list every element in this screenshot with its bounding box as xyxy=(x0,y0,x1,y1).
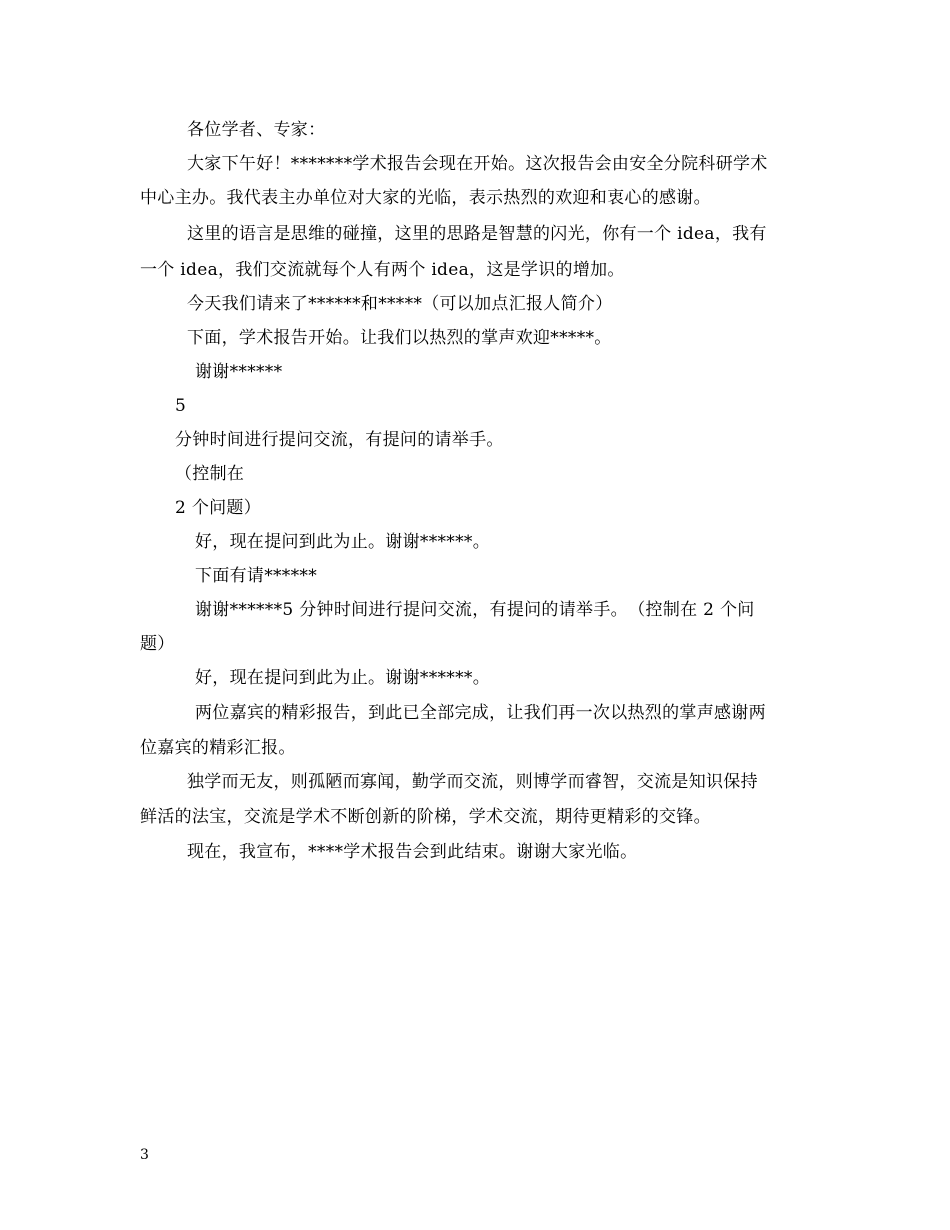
text-line: 5 xyxy=(175,396,187,416)
text-line: 下面，学术报告开始。让我们以热烈的掌声欢迎*****。 xyxy=(187,328,612,348)
text-line: 两位嘉宾的精彩报告，到此已全部完成，让我们再一次以热烈的掌声感谢两 xyxy=(195,703,766,723)
text-line: 谢谢****** xyxy=(195,362,283,382)
text-line: 好，现在提问到此为止。谢谢******。 xyxy=(195,532,490,552)
text-line: 中心主办。我代表主办单位对大家的光临，表示热烈的欢迎和衷心的感谢。 xyxy=(140,188,711,208)
text-line: （控制在 xyxy=(175,464,245,484)
text-line: 题） xyxy=(140,634,175,654)
text-line: 分钟时间进行提问交流，有提问的请举手。 xyxy=(175,430,504,450)
text-line: 现在，我宣布，****学术报告会到此结束。谢谢大家光临。 xyxy=(187,842,638,862)
text-line: 大家下午好！*******学术报告会现在开始。这次报告会由安全分院科研学术 xyxy=(187,154,768,174)
text-line: 位嘉宾的精彩汇报。 xyxy=(140,738,296,758)
text-line: 独学而无友，则孤陋而寡闻，勤学而交流，则博学而睿智，交流是知识保持 xyxy=(187,772,758,792)
text-line: 下面有请****** xyxy=(195,566,317,586)
page-number: 3 xyxy=(140,1147,149,1163)
text-line: 2 个问题） xyxy=(175,498,262,518)
text-line: 各位学者、专家： xyxy=(187,120,326,140)
text-line: 一个 idea，我们交流就每个人有两个 idea，这是学识的增加。 xyxy=(140,260,625,280)
text-line: 谢谢******5 分钟时间进行提问交流，有提问的请举手。 （控制在 2 个问 xyxy=(195,600,755,620)
text-line: 今天我们请来了******和*****（可以加点汇报人简介） xyxy=(187,294,613,314)
text-line: 鲜活的法宝，交流是学术不断创新的阶梯，学术交流，期待更精彩的交锋。 xyxy=(140,807,711,827)
text-line: 这里的语言是思维的碰撞，这里的思路是智慧的闪光，你有一个 idea，我有 xyxy=(187,224,767,244)
text-line: 好，现在提问到此为止。谢谢******。 xyxy=(195,668,490,688)
